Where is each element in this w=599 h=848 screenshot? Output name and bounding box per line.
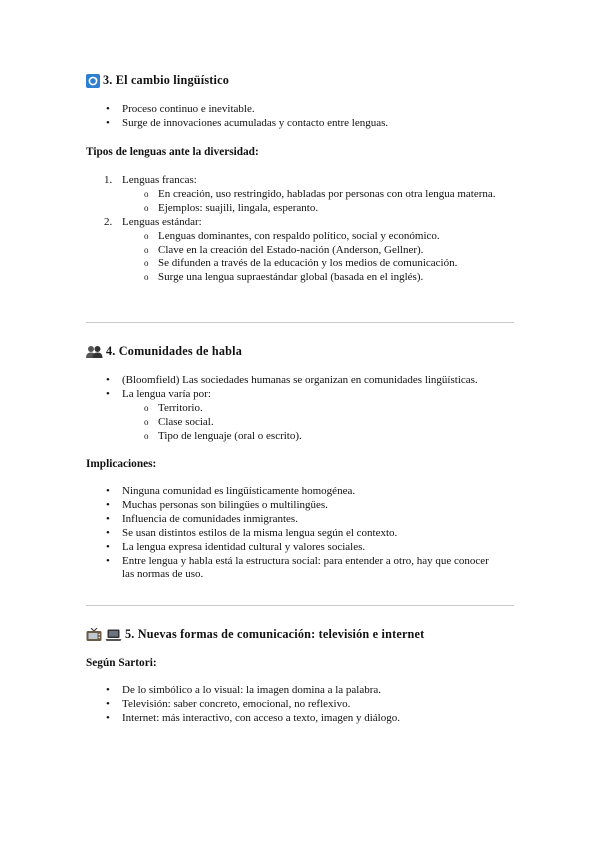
list-item: o Clase social. — [122, 416, 526, 430]
section-4-bullets — [86, 374, 526, 444]
type-item-francas — [86, 174, 526, 216]
people-icon — [86, 345, 103, 359]
estandar-sublist — [122, 230, 526, 286]
list-item: • Surge de innovaciones acumuladas y contacto entre lenguas. — [86, 117, 526, 131]
cycle-icon — [86, 74, 100, 88]
list-number: 2. — [104, 215, 113, 228]
list-item: • Ninguna comunidad es lingüísticamente homogénea. — [86, 485, 526, 499]
list-item: • Internet: más interactivo, con acceso a texto, imagen y diálogo. — [86, 712, 526, 726]
list-item: o Surge una lengua supraestándar global (basada en el inglés). — [122, 271, 526, 285]
section-divider — [86, 322, 514, 323]
list-item: • Proceso continuo e inevitable. — [86, 103, 526, 117]
type-label: Lenguas estándar: — [122, 215, 202, 228]
section-4-title: 4. Comunidades de habla — [106, 344, 242, 358]
list-number: 1. — [104, 174, 113, 186]
list-item: • La lengua expresa identidad cultural y valores sociales. — [86, 541, 526, 555]
list-item: • Entre lengua y habla está la estructura social: para entender a otro, hay que conocer las normas de uso. — [86, 555, 498, 583]
list-item: o Territorio. — [122, 402, 526, 416]
types-list — [86, 174, 526, 285]
section-5-title: 5. Nuevas formas de comunicación: televisión e internet — [125, 627, 425, 641]
list-item: o Ejemplos: suajili, lingala, esperanto. — [122, 202, 526, 216]
list-item: o Lenguas dominantes, con respaldo político, social y económico. — [122, 230, 526, 244]
section-divider — [86, 605, 514, 606]
list-item: o Clave en la creación del Estado-nación (Anderson, Gellner). — [122, 244, 526, 258]
section-4-heading — [86, 344, 242, 359]
section-3-title: 3. El cambio lingüístico — [103, 73, 230, 87]
varies-label: La lengua varía por: — [122, 387, 211, 400]
varies-sublist — [122, 402, 526, 444]
section-3-heading — [86, 73, 229, 88]
television-icon — [86, 628, 102, 642]
list-item: • Televisión: saber concreto, emocional, no reflexivo. — [86, 698, 526, 712]
section-3-bullets — [86, 103, 526, 131]
laptop-icon — [105, 628, 122, 642]
list-item: • (Bloomfield) Las sociedades humanas se organizan en comunidades lingüísticas. — [86, 374, 526, 388]
list-item — [86, 388, 526, 444]
list-item: • Muchas personas son bilingües o multilingües. — [86, 499, 526, 513]
list-item: o Se difunden a través de la educación y los medios de comunicación. — [122, 257, 526, 271]
list-item: • De lo simbólico a lo visual: la imagen domina a la palabra. — [86, 684, 526, 698]
francas-sublist — [122, 188, 526, 216]
sartori-heading: Según Sartori: — [86, 657, 157, 669]
type-label: Lenguas francas: — [122, 174, 197, 186]
implications-heading: Implicaciones: — [86, 458, 157, 470]
type-item-estandar — [86, 216, 526, 286]
section-5-heading — [86, 627, 424, 642]
list-item: • Se usan distintos estilos de la misma lengua según el contexto. — [86, 527, 526, 541]
list-item: o En creación, uso restringido, habladas por personas con otra lengua materna. — [122, 188, 498, 202]
section-5-bullets — [86, 684, 526, 726]
list-item: o Tipo de lenguaje (oral o escrito). — [122, 430, 526, 444]
types-heading: Tipos de lenguas ante la diversidad: — [86, 146, 259, 158]
implications-list — [86, 485, 526, 582]
list-item: • Influencia de comunidades inmigrantes. — [86, 513, 526, 527]
